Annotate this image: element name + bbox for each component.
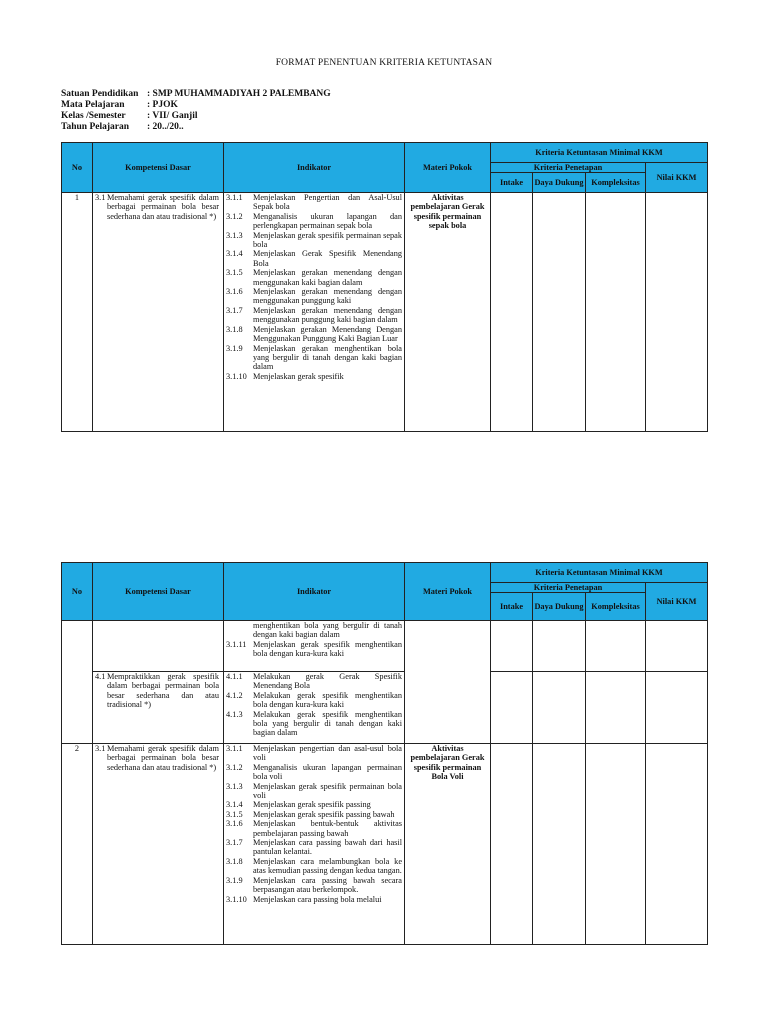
indikator-item: [226, 819, 402, 838]
header-intake: Intake: [491, 173, 533, 193]
header-kriteria-penetapan: Kriteria Penetapan: [491, 163, 646, 173]
kompetensi-dasar-item: [95, 744, 219, 772]
info-value: : SMP MUHAMMADIYAH 2 PALEMBANG: [147, 89, 331, 99]
indikator-number: 3.1.2: [226, 211, 243, 221]
nilai-kkm-cell: [646, 193, 708, 432]
indikator-item: [226, 838, 402, 857]
indikator-item: [226, 876, 402, 895]
header-kompleksitas: Kompleksitas: [586, 593, 646, 621]
indikator-text: Menjelaskan gerak spesifik menghentikan bola dengan kura-kura kaki: [253, 639, 402, 659]
indikator-cell: [224, 672, 405, 744]
daya-dukung-cell: [533, 744, 586, 945]
header-intake: Intake: [491, 593, 533, 621]
info-row: [61, 89, 331, 100]
kompleksitas-cell: [586, 193, 646, 432]
indikator-item: [226, 691, 402, 710]
indikator-item: [226, 249, 402, 268]
indikator-item: [226, 212, 402, 231]
indikator-item: [226, 193, 402, 212]
kkm-table-2: [61, 562, 708, 945]
kd-text: Memahami gerak spesifik dalam berbagai permainan bola besar sederhana dan atau tradisional *): [107, 193, 219, 221]
header-nilai-kkm: Nilai KKM: [646, 583, 708, 621]
nilai-kkm-cell: [646, 621, 708, 672]
indikator-item: [226, 640, 402, 659]
indikator-number: 4.1.2: [226, 690, 243, 700]
indikator-item: [226, 268, 402, 287]
indikator-number: 3.1.3: [226, 230, 243, 240]
indikator-number: 3.1.6: [226, 287, 243, 297]
indikator-text: Menjelaskan pengertian dan asal-usul bola voli: [253, 744, 402, 763]
header-no: No: [62, 143, 93, 193]
indikator-number: 3.1.10: [226, 894, 247, 904]
kompleksitas-cell: [586, 621, 646, 672]
indikator-text: Menganalisis ukuran lapangan dan perlengkapan permainan sepak bola: [253, 211, 402, 231]
materi-pokok-cell: Aktivitas pembelajaran Gerak spesifik permainan Bola Voli: [405, 744, 491, 945]
indikator-item: [226, 231, 402, 250]
kompleksitas-cell: [586, 744, 646, 945]
materi-pokok-cell: Aktivitas pembelajaran Gerak spesifik permainan sepak bola: [405, 193, 491, 432]
info-label: Mata Pelajaran: [61, 100, 125, 110]
row-number: 1: [62, 193, 93, 432]
header-daya-dukung: Daya Dukung: [533, 593, 586, 621]
indikator-text: Menjelaskan gerak spesifik permainan bola voli: [253, 781, 402, 801]
header-no: No: [62, 563, 93, 621]
indikator-text: Menjelaskan bentuk-bentuk aktivitas pembelajaran passing bawah: [253, 819, 402, 838]
info-value: : 20../20..: [147, 122, 184, 132]
indikator-item: [226, 782, 402, 801]
indikator-number: 3.1.6: [226, 819, 243, 829]
kd-text: Mempraktikkan gerak spesifik dalam berbagai permainan bola besar sederhana dan atau tradisional *): [107, 672, 219, 710]
indikator-item: [226, 325, 402, 344]
header-kriteria-penetapan: Kriteria Penetapan: [491, 583, 646, 593]
header-indikator: Indikator: [224, 143, 405, 193]
kd-number: 3.1: [95, 744, 106, 753]
indikator-number: 3.1.4: [226, 249, 243, 259]
row-number: 2: [62, 744, 93, 945]
indikator-number: 3.1.1: [226, 744, 243, 753]
indikator-number: 3.1.9: [226, 343, 243, 353]
page-title: FORMAT PENENTUAN KRITERIA KETUNTASAN: [275, 58, 493, 68]
kompetensi-dasar-cell: [93, 744, 224, 945]
info-value: : PJOK: [147, 100, 178, 110]
indikator-item: [226, 372, 402, 381]
table-row: [62, 744, 708, 945]
header-daya-dukung: Daya Dukung: [533, 173, 586, 193]
indikator-text: Menjelaskan gerakan Menendang Dengan Menggunakan Punggung Kaki Bagian Luar: [253, 324, 402, 344]
indikator-text: Menganalisis ukuran lapangan permainan bola voli: [253, 762, 402, 782]
info-label: Kelas /Semester: [61, 111, 126, 121]
daya-dukung-cell: [533, 193, 586, 432]
kompetensi-dasar-cell: [93, 193, 224, 432]
kompetensi-dasar-item: [95, 193, 219, 221]
info-row: [61, 111, 331, 122]
indikator-text: Menjelaskan gerak spesifik passing bawah: [253, 809, 395, 819]
indikator-number: 3.1.7: [226, 305, 243, 315]
indikator-number: 3.1.5: [226, 809, 243, 819]
indikator-text: Menjelaskan Gerak Spesifik Menendang Bola: [253, 249, 402, 268]
indikator-item: [226, 306, 402, 325]
nilai-kkm-cell: [646, 672, 708, 744]
indikator-text: Menjelaskan cara passing bawah dari hasil pantulan kelantai.: [253, 838, 402, 857]
indikator-text: Menjelaskan gerakan menendang dengan menggunakan punggung kaki: [253, 287, 402, 306]
daya-dukung-cell: [533, 672, 586, 744]
indikator-text: Melakukan gerak Gerak Spesifik Menendang Bola: [253, 672, 402, 691]
table-row: [62, 621, 708, 672]
indikator-number: 3.1.7: [226, 838, 243, 848]
intake-cell: [491, 744, 533, 945]
header-materi-pokok: Materi Pokok: [405, 563, 491, 621]
kompetensi-dasar-item: [95, 672, 219, 710]
kompetensi-dasar-cell: [93, 672, 224, 744]
indikator-item: [226, 810, 402, 819]
indikator-list: [226, 744, 402, 944]
indikator-text: Menjelaskan gerakan menendang dengan menggunakan punggung kaki bagian dalam: [253, 305, 402, 325]
indikator-text: Menjelaskan gerak spesifik: [253, 371, 344, 381]
table-row: [62, 193, 708, 432]
header-kkm-group: Kriteria Ketuntasan Minimal KKM: [491, 563, 708, 583]
info-label: Satuan Pendidikan: [61, 89, 139, 99]
indikator-number: 3.1.1: [226, 193, 243, 202]
intake-cell: [491, 193, 533, 432]
indikator-item: [226, 744, 402, 763]
indikator-number: 3.1.8: [226, 324, 243, 334]
info-row: [61, 122, 331, 133]
kkm-table-1: [61, 142, 708, 432]
info-label: Tahun Pelajaran: [61, 122, 130, 132]
nilai-kkm-cell: [646, 744, 708, 945]
indikator-number: 3.1.8: [226, 856, 243, 866]
indikator-number: 4.1.1: [226, 672, 243, 681]
header-kompetensi-dasar: Kompetensi Dasar: [93, 563, 224, 621]
indikator-number-empty: [226, 621, 253, 640]
indikator-text: Menjelaskan gerak spesifik passing: [253, 800, 371, 810]
indikator-text: Menjelaskan gerak spesifik permainan sepak bola: [253, 230, 402, 250]
indikator-cell: [224, 744, 405, 945]
indikator-text: Menjelaskan gerakan menendang dengan menggunakan kaki bagian dalam: [253, 268, 402, 287]
indikator-number: 4.1.3: [226, 709, 243, 719]
indikator-item: [226, 672, 402, 691]
header-kompetensi-dasar: Kompetensi Dasar: [93, 143, 224, 193]
kd-text: Memahami gerak spesifik dalam berbagai permainan bola besar sederhana dan atau tradisional *): [107, 744, 219, 772]
indikator-item: [226, 621, 402, 640]
indikator-number: 3.1.4: [226, 800, 243, 810]
indikator-list: [226, 193, 402, 431]
indikator-number: 3.1.11: [226, 639, 247, 649]
indikator-text: Menjelaskan gerakan menghentikan bola yang bergulir di tanah dengan kaki bagian dalam: [253, 343, 402, 372]
indikator-item: [226, 857, 402, 876]
indikator-number: 3.1.3: [226, 781, 243, 791]
indikator-text: Menjelaskan cara melambungkan bola ke atas kemudian passing dengan kedua tangan.: [253, 856, 402, 876]
kompetensi-dasar-cell: [93, 621, 224, 672]
header-kkm-group: Kriteria Ketuntasan Minimal KKM: [491, 143, 708, 163]
header-materi-pokok: Materi Pokok: [405, 143, 491, 193]
daya-dukung-cell: [533, 621, 586, 672]
indikator-text: menghentikan bola yang bergulir di tanah dengan kaki bagian dalam: [253, 621, 402, 640]
row-number: [62, 621, 93, 744]
indikator-item: [226, 287, 402, 306]
indikator-text: Menjelaskan Pengertian dan Asal-Usul Sepak bola: [253, 193, 402, 212]
intake-cell: [491, 621, 533, 672]
indikator-item: [226, 344, 402, 372]
header-nilai-kkm: Nilai KKM: [646, 163, 708, 193]
indikator-text: Menjelaskan cara passing bola melalui: [253, 894, 382, 904]
indikator-text: Melakukan gerak spesifik menghentikan bola dengan kura-kura kaki: [253, 690, 402, 710]
document-info: [61, 89, 331, 133]
indikator-number: 3.1.9: [226, 875, 243, 885]
indikator-cell: [224, 621, 405, 672]
kd-number: 4.1: [95, 672, 106, 681]
indikator-cell: [224, 193, 405, 432]
materi-pokok-cell: [405, 621, 491, 744]
indikator-item: [226, 800, 402, 809]
indikator-text: Melakukan gerak spesifik menghentikan bola yang bergulir di tanah dengan kaki bagian dalam: [253, 709, 402, 738]
intake-cell: [491, 672, 533, 744]
kd-number: 3.1: [95, 193, 106, 202]
indikator-text: Menjelaskan cara passing bawah secara berpasangan atau berkelompok.: [253, 875, 402, 895]
indikator-number: 3.1.10: [226, 371, 247, 381]
header-indikator: Indikator: [224, 563, 405, 621]
indikator-item: [226, 710, 402, 738]
header-kompleksitas: Kompleksitas: [586, 173, 646, 193]
info-row: [61, 100, 331, 111]
indikator-item: [226, 895, 402, 904]
table-row: [62, 672, 708, 744]
kompleksitas-cell: [586, 672, 646, 744]
indikator-number: 3.1.2: [226, 762, 243, 772]
indikator-number: 3.1.5: [226, 268, 243, 278]
indikator-item: [226, 763, 402, 782]
info-value: : VII/ Ganjil: [147, 111, 198, 121]
